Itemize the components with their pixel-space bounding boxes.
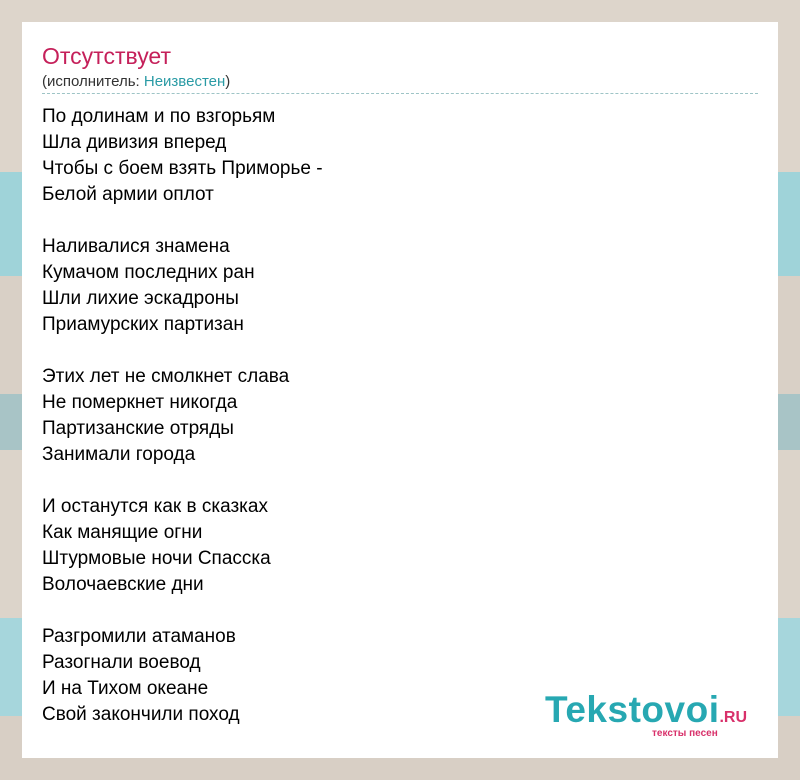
lyric-line: Этих лет не смолкнет слава [42, 366, 290, 387]
lyric-line: Как манящие огни [42, 522, 203, 543]
artist-link[interactable]: Неизвестен [143, 73, 226, 90]
lyrics-body [42, 104, 323, 728]
stanza [42, 104, 323, 208]
artist-byline [42, 73, 230, 91]
lyrics-card [22, 22, 778, 758]
logo-tld: .RU [719, 709, 748, 726]
site-logo[interactable] [545, 689, 748, 739]
lyric-line: Штурмовые ночи Спасска [42, 548, 271, 569]
lyric-line: Занимали города [42, 444, 196, 465]
lyric-line: Чтобы с боем взять Приморье - [42, 158, 323, 179]
divider [42, 93, 758, 94]
lyric-line: Белой армии оплот [42, 184, 214, 205]
lyric-line: Наливалися знамена [42, 236, 230, 257]
lyric-line: Разогнали воевод [42, 652, 201, 673]
lyric-line: Кумачом последних ран [42, 262, 255, 283]
lyric-line: Свой закончили поход [42, 704, 240, 725]
lyric-line: И останутся как в сказках [42, 496, 268, 517]
lyric-line: Не померкнет никогда [42, 392, 238, 413]
lyric-line: Волочаевские дни [42, 574, 204, 595]
logo-brand: Tekstovoi [545, 689, 720, 730]
lyric-line: Приамурских партизан [42, 314, 244, 335]
stanza [42, 624, 323, 728]
logo-tagline: тексты песен [652, 728, 718, 739]
lyric-line: Разгромили атаманов [42, 626, 236, 647]
lyric-line: Партизанские отряды [42, 418, 234, 439]
lyric-line: Шли лихие эскадроны [42, 288, 239, 309]
lyric-line: И на Тихом океане [42, 678, 209, 699]
stanza [42, 494, 323, 598]
lyric-line: Шла дивизия вперед [42, 132, 227, 153]
stanza [42, 364, 323, 468]
byline-suffix: ) [225, 73, 231, 90]
lyric-line: По долинам и по взгорьям [42, 106, 276, 127]
stanza [42, 234, 323, 338]
byline-prefix: (исполнитель: [42, 73, 144, 90]
song-title: Отсутствует [42, 43, 171, 69]
